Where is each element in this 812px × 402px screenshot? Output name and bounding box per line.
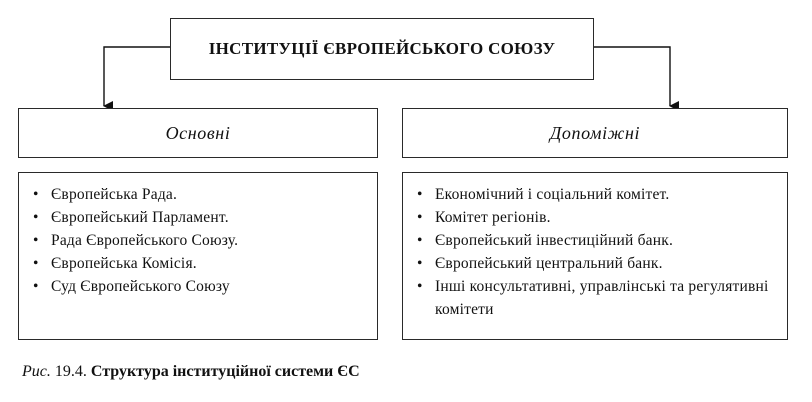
bullet-icon: • [33, 255, 39, 272]
caption-text: Структура інституційної системи ЄС [90, 363, 360, 380]
list-item [415, 183, 775, 206]
bullet-icon: • [33, 232, 39, 249]
main-institutions-header-box [18, 108, 378, 158]
list-item [415, 252, 775, 275]
list-item-text: Інші консультативні, управлінські та регулятивні комітети [435, 278, 769, 318]
list-item-text: Економічний і соціальний комітет. [435, 186, 670, 203]
bullet-icon: • [417, 232, 423, 249]
list-item [415, 206, 775, 229]
bullet-icon: • [417, 278, 423, 295]
list-item [31, 229, 365, 252]
figure-caption [22, 363, 360, 381]
list-item-text: Рада Європейського Союзу. [51, 232, 239, 249]
bullet-icon: • [33, 278, 39, 295]
main-institutions-list-box [18, 172, 378, 340]
bullet-icon: • [33, 186, 39, 203]
main-institutions-list [19, 173, 377, 298]
list-item-text: Європейський Парламент. [51, 209, 229, 226]
auxiliary-institutions-header: Допоміжні [549, 122, 641, 143]
caption-prefix: Рис. [22, 363, 51, 380]
auxiliary-institutions-list [403, 173, 787, 321]
list-item-text: Європейська Рада. [51, 186, 178, 203]
list-item [415, 229, 775, 252]
list-item-text: Європейський інвестиційний банк. [435, 232, 674, 249]
list-item-text: Європейський центральний банк. [435, 255, 663, 272]
list-item-text: Суд Європейського Союзу [51, 278, 230, 295]
bullet-icon: • [417, 255, 423, 272]
list-item [31, 206, 365, 229]
caption-number: 19.4. [54, 363, 87, 380]
bullet-icon: • [33, 209, 39, 226]
auxiliary-institutions-list-box [402, 172, 788, 340]
left-connector-arrow [104, 47, 170, 106]
right-connector-arrow [594, 47, 670, 106]
list-item [415, 275, 775, 321]
list-item [31, 183, 365, 206]
list-item-text: Європейська Комісія. [51, 255, 197, 272]
list-item [31, 252, 365, 275]
diagram-title-box [170, 18, 594, 80]
main-institutions-header: Основні [165, 122, 231, 143]
diagram-title: ІНСТИТУЦІЇ ЄВРОПЕЙСЬКОГО СОЮЗУ [208, 39, 556, 58]
bullet-icon: • [417, 186, 423, 203]
list-item [31, 275, 365, 298]
bullet-icon: • [417, 209, 423, 226]
auxiliary-institutions-header-box [402, 108, 788, 158]
list-item-text: Комітет регіонів. [435, 209, 551, 226]
